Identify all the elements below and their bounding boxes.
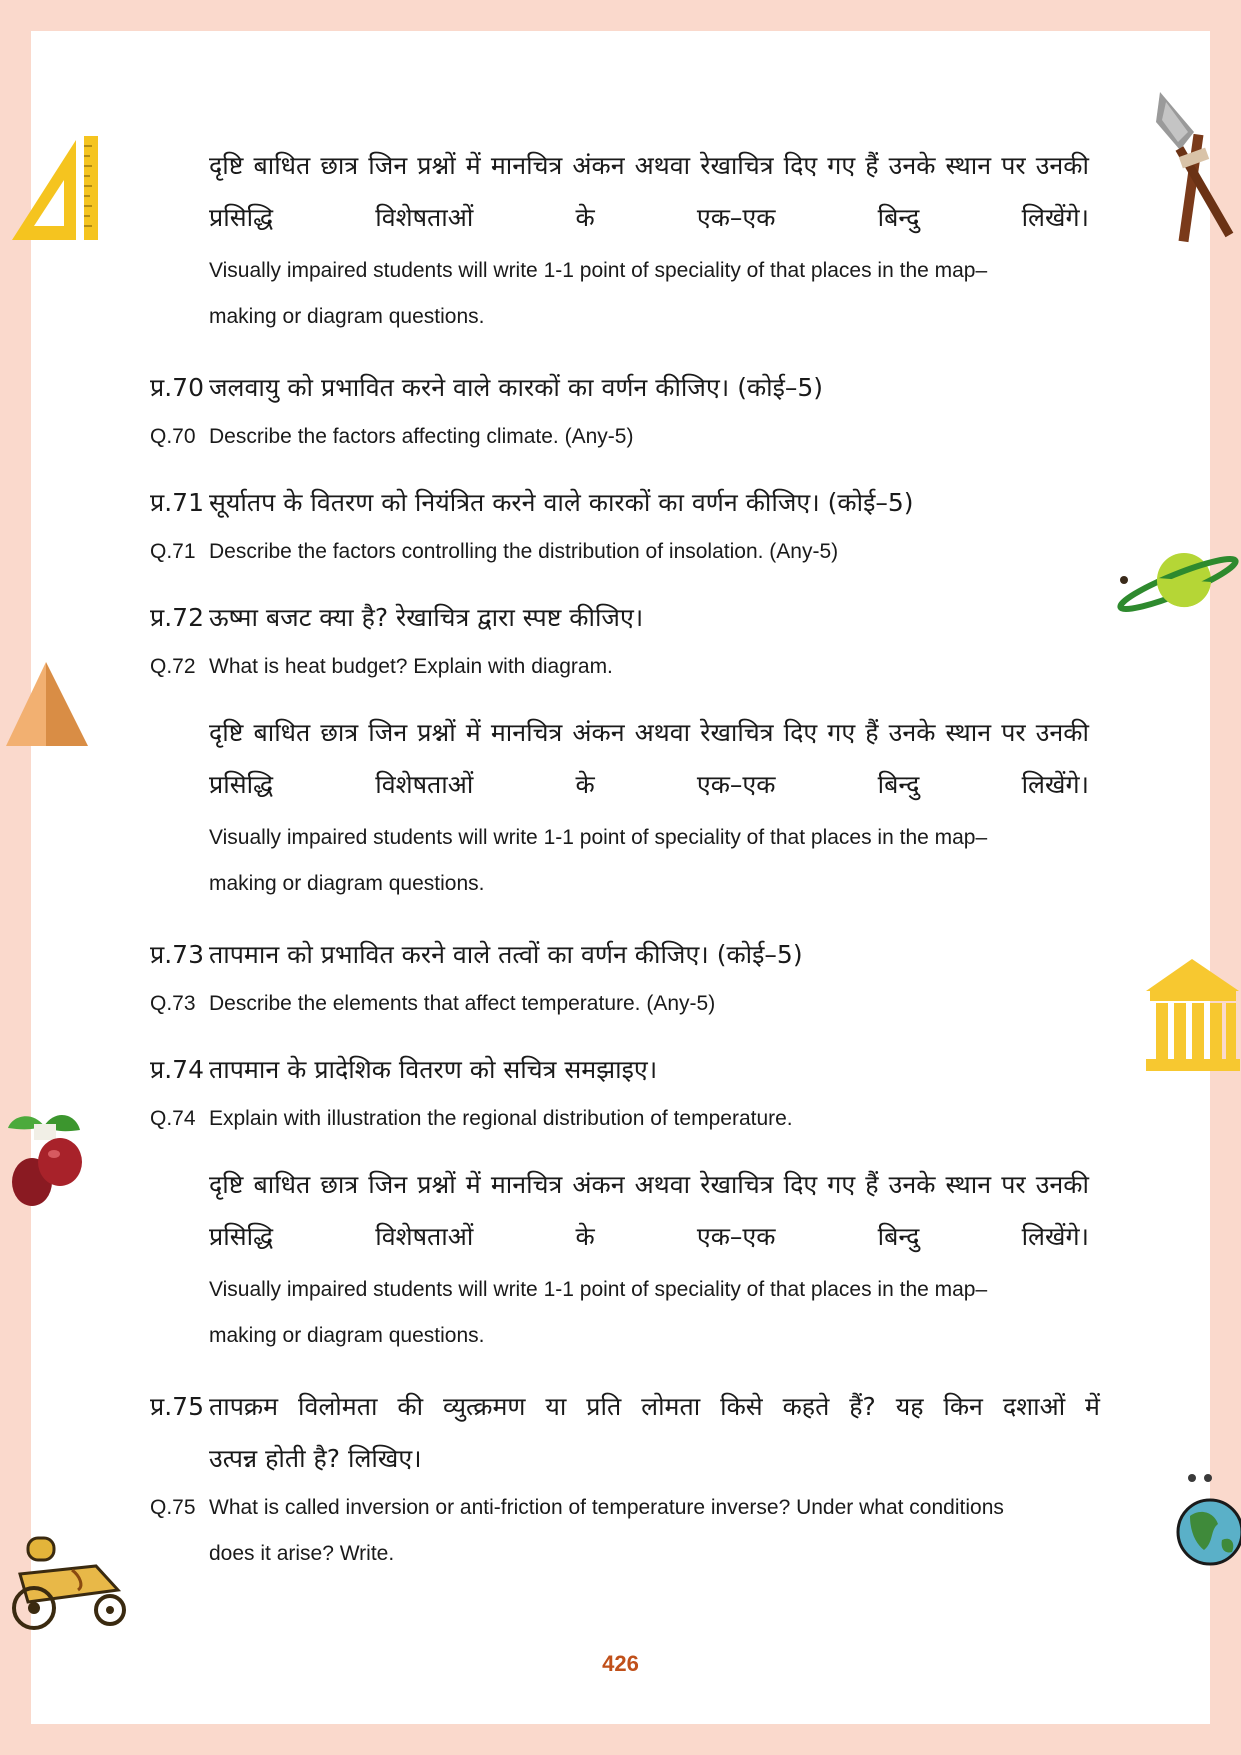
question-74 [150,1044,1100,1142]
question-70 [150,362,1100,460]
question-en-text-line1: What is called inversion or anti-friction of temperature inverse? Under what conditions [209,1496,1004,1519]
question-hi-text-line1: तापक्रम विलोमता की व्युत्क्रमण या प्रति लोमता किसे कहते हैं? यह किन दशाओं में [209,1392,1100,1421]
question-en-number: Q.73 [150,992,196,1015]
question-hi-number: प्र.71 [150,488,204,517]
question-en-text-line2: does it arise? Write. [209,1542,395,1565]
antique-car-icon [0,1530,130,1634]
planet-icon [1112,548,1241,618]
question-en-text: Explain with illustration the regional distribution of temperature. [209,1107,793,1130]
question-hi-number: प्र.74 [150,1055,204,1084]
greek-temple-icon [1144,957,1241,1073]
question-en-text: Describe the factors controlling the distribution of insolation. (Any-5) [209,540,839,563]
pyramid-icon [2,660,90,748]
question-hi-number: प्र.73 [150,940,204,969]
visually-impaired-note [209,707,1089,907]
note-hindi: दृष्टि बाधित छात्र जिन प्रश्नों में मानचित्र अंकन अथवा रेखाचित्र दिए गए हैं उनके स्थान पर उनकी प्रसिद्धि विशेषताओं के एक–एक बिन्दु लिखेंगे। [209,718,1089,799]
page-number: 426 [602,1651,639,1676]
note-english-line2: making or diagram questions. [209,872,485,895]
visually-impaired-note [209,140,1089,340]
note-english-line2: making or diagram questions. [209,305,485,328]
question-hi-text-line2: उत्पन्न होती है? लिखिए। [209,1444,422,1473]
question-75 [150,1381,1100,1577]
question-hi-text: जलवायु को प्रभावित करने वाले कारकों का वर्णन कीजिए। (कोई–5) [209,373,824,402]
question-hi-text: तापमान को प्रभावित करने वाले तत्वों का वर्णन कीजिए। (कोई–5) [209,940,803,969]
question-en-number: Q.71 [150,540,196,563]
question-71 [150,477,1100,575]
question-en-number: Q.70 [150,425,196,448]
visually-impaired-note [209,1159,1089,1359]
question-en-number: Q.72 [150,655,196,678]
question-en-number: Q.74 [150,1107,196,1130]
question-en-text: Describe the factors affecting climate. (Any-5) [209,425,634,448]
note-english-line1: Visually impaired students will write 1-1 point of speciality of that places in the map– [209,826,988,849]
question-en-text: Describe the elements that affect temperature. (Any-5) [209,992,716,1015]
question-en-text: What is heat budget? Explain with diagram. [209,655,613,678]
question-hi-text: तापमान के प्रादेशिक वितरण को सचित्र समझाइए। [209,1055,658,1084]
question-hi-number: प्र.75 [150,1392,204,1421]
cherry-fruit-icon [4,1106,88,1210]
question-73 [150,929,1100,1027]
note-english-line2: making or diagram questions. [209,1324,485,1347]
question-72 [150,592,1100,690]
note-english-line1: Visually impaired students will write 1-1 point of speciality of that places in the map– [209,259,988,282]
note-hindi: दृष्टि बाधित छात्र जिन प्रश्नों में मानचित्र अंकन अथवा रेखाचित्र दिए गए हैं उनके स्थान पर उनकी प्रसिद्धि विशेषताओं के एक–एक बिन्दु लिखेंगे। [209,1170,1089,1251]
question-hi-number: प्र.72 [150,603,204,632]
globe-icon [1170,1470,1241,1574]
set-square-ruler-icon [6,132,104,244]
stone-axe-icon [1150,92,1240,244]
question-hi-number: प्र.70 [150,373,204,402]
question-hi-text: सूर्यातप के वितरण को नियंत्रित करने वाले कारकों का वर्णन कीजिए। (कोई–5) [209,488,914,517]
note-hindi: दृष्टि बाधित छात्र जिन प्रश्नों में मानचित्र अंकन अथवा रेखाचित्र दिए गए हैं उनके स्थान पर उनकी प्रसिद्धि विशेषताओं के एक–एक बिन्दु लिखेंगे। [209,151,1089,232]
question-en-number: Q.75 [150,1496,196,1519]
note-english-line1: Visually impaired students will write 1-1 point of speciality of that places in the map– [209,1278,988,1301]
question-hi-text: ऊष्मा बजट क्या है? रेखाचित्र द्वारा स्पष्ट कीजिए। [209,603,644,632]
